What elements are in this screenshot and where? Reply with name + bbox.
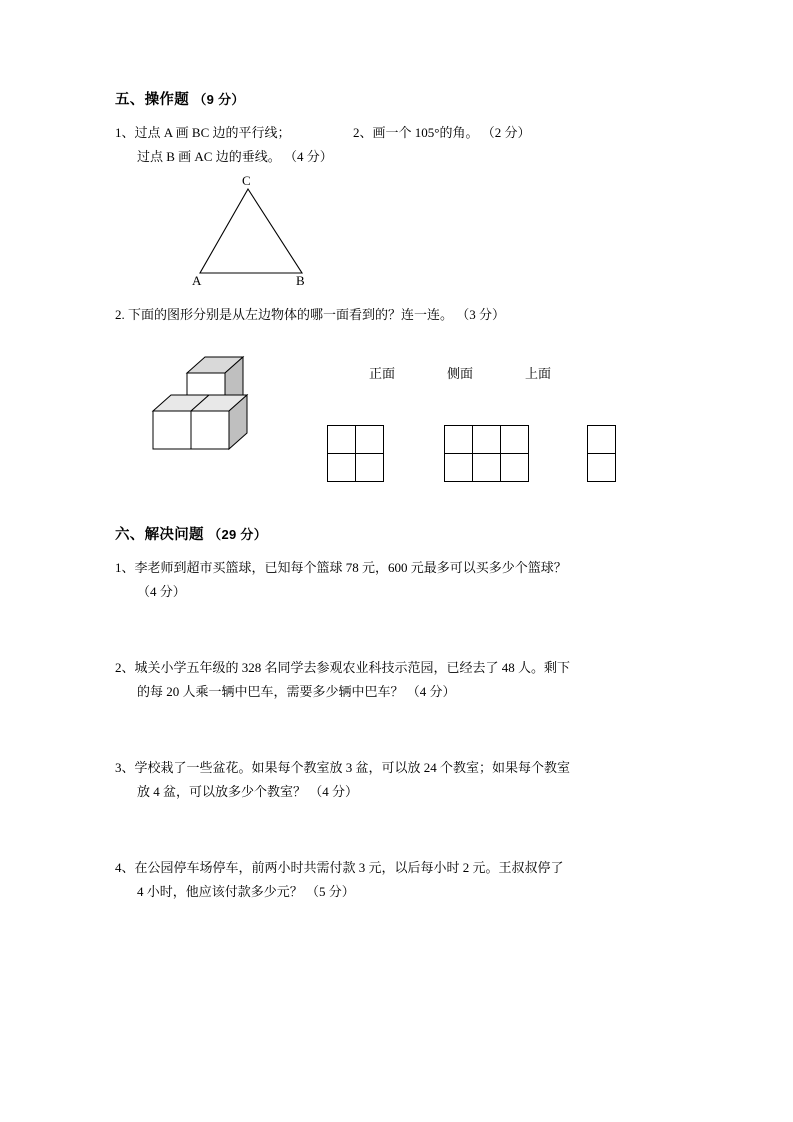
- grid-cell: [328, 426, 356, 454]
- problem-4-text-line2: 4 小时，他应该付款多少元？: [137, 884, 303, 899]
- problem-2-text-line1: 城关小学五年级的 328 名同学去参观农业科技示范园，已经去了 48 人。剩下: [134, 660, 571, 675]
- grid-cell: [356, 454, 384, 482]
- question-1-text-line2: 过点 B 画 AC 边的垂线。: [137, 149, 281, 164]
- problem-2-text-line2: 的每 20 人乘一辆中巴车，需要多少辆中巴车？: [137, 684, 404, 699]
- problem-3: [115, 756, 685, 780]
- problem-4: [115, 856, 685, 880]
- triangle-svg: [190, 177, 370, 287]
- view-grids: [327, 425, 616, 482]
- question-1-line1: [115, 121, 353, 145]
- problem-2-line2: [115, 680, 685, 704]
- grid-cell: [473, 454, 501, 482]
- view-labels: [343, 363, 683, 382]
- grid-2x2: [327, 425, 384, 482]
- section-heading-text: 六、解决问题: [115, 527, 204, 543]
- question-3-number: 2.: [115, 307, 125, 322]
- grid-cell: [473, 426, 501, 454]
- page-content: [115, 88, 685, 904]
- problem-3-text-line2: 放 4 盆，可以放多少个教室？: [137, 784, 307, 799]
- problem-2-points: （4 分）: [406, 684, 456, 699]
- grid-cell: [588, 426, 616, 454]
- section-heading-points: （29 分）: [208, 527, 268, 542]
- triangle-vertex-b-label: B: [296, 273, 305, 288]
- problem-1-number: 1、: [115, 560, 135, 575]
- section-heading-points: （9 分）: [193, 92, 245, 107]
- grid-cell: [501, 454, 529, 482]
- question-2-points: （2 分）: [481, 125, 531, 140]
- problem-2-number: 2、: [115, 660, 135, 675]
- question-1-left: [115, 121, 353, 169]
- grid-table: [327, 425, 384, 482]
- grid-table: [587, 425, 616, 482]
- answer-space: [115, 804, 685, 856]
- grid-cell: [501, 426, 529, 454]
- question-1-number: 1、: [115, 125, 135, 140]
- section-heading-problems: [115, 523, 685, 544]
- section-heading-operations: [115, 88, 685, 109]
- question-1-points: （4 分）: [283, 149, 333, 164]
- problem-4-number: 4、: [115, 860, 135, 875]
- problem-3-number: 3、: [115, 760, 135, 775]
- grid-cell: [445, 426, 473, 454]
- problem-1: [115, 556, 685, 580]
- question-2-angle: [353, 121, 685, 145]
- triangle-figure: [190, 173, 450, 295]
- grid-cell: [328, 454, 356, 482]
- problem-1-points: （4 分）: [137, 584, 186, 599]
- question-2-right: [353, 121, 685, 145]
- view-label-side: 侧面: [446, 366, 473, 381]
- question-1-line2: [115, 145, 353, 169]
- question-2-number: 2、: [353, 125, 373, 140]
- views-figure: [115, 341, 685, 501]
- triangle-vertex-c-label: C: [242, 173, 251, 188]
- question-1-text-line1: 过点 A 画 BC 边的平行线；: [134, 125, 291, 140]
- problem-4-line2: [115, 880, 685, 904]
- problem-3-text-line1: 学校栽了一些盆花。如果每个教室放 3 盆，可以放 24 个教室；如果每个教室: [134, 760, 571, 775]
- stacked-cubes-icon: [131, 351, 331, 481]
- question-3-text: 下面的图形分别是从左边物体的哪一面看到的？连一连。: [128, 307, 454, 322]
- problem-2: [115, 656, 685, 680]
- grid-cell: [356, 426, 384, 454]
- problem-4-points: （5 分）: [306, 884, 355, 899]
- problem-4-text-line1: 在公园停车场停车，前两小时共需付款 3 元，以后每小时 2 元。王叔叔停了: [134, 860, 564, 875]
- question-2-text: 画一个 105°的角。: [372, 125, 479, 140]
- grid-2x3: [444, 425, 529, 482]
- answer-space: [115, 704, 685, 756]
- problem-1-text: 李老师到超市买篮球，已知每个篮球 78 元，600 元最多可以买多少个篮球？: [134, 560, 567, 575]
- problem-3-line2: [115, 780, 685, 804]
- answer-space: [115, 604, 685, 656]
- view-label-top: 上面: [524, 366, 551, 381]
- grid-cell: [588, 454, 616, 482]
- grid-2x1: [587, 425, 616, 482]
- question-3-views: [115, 303, 685, 327]
- grid-table: [444, 425, 529, 482]
- problem-1-points-line: [115, 580, 685, 604]
- grid-cell: [445, 454, 473, 482]
- triangle-vertex-a-label: A: [192, 273, 202, 288]
- section-heading-text: 五、操作题: [115, 92, 189, 108]
- problem-3-points: （4 分）: [309, 784, 359, 799]
- view-label-front: 正面: [368, 366, 395, 381]
- question-1-row: [115, 121, 685, 169]
- question-3-points: （3 分）: [456, 307, 506, 322]
